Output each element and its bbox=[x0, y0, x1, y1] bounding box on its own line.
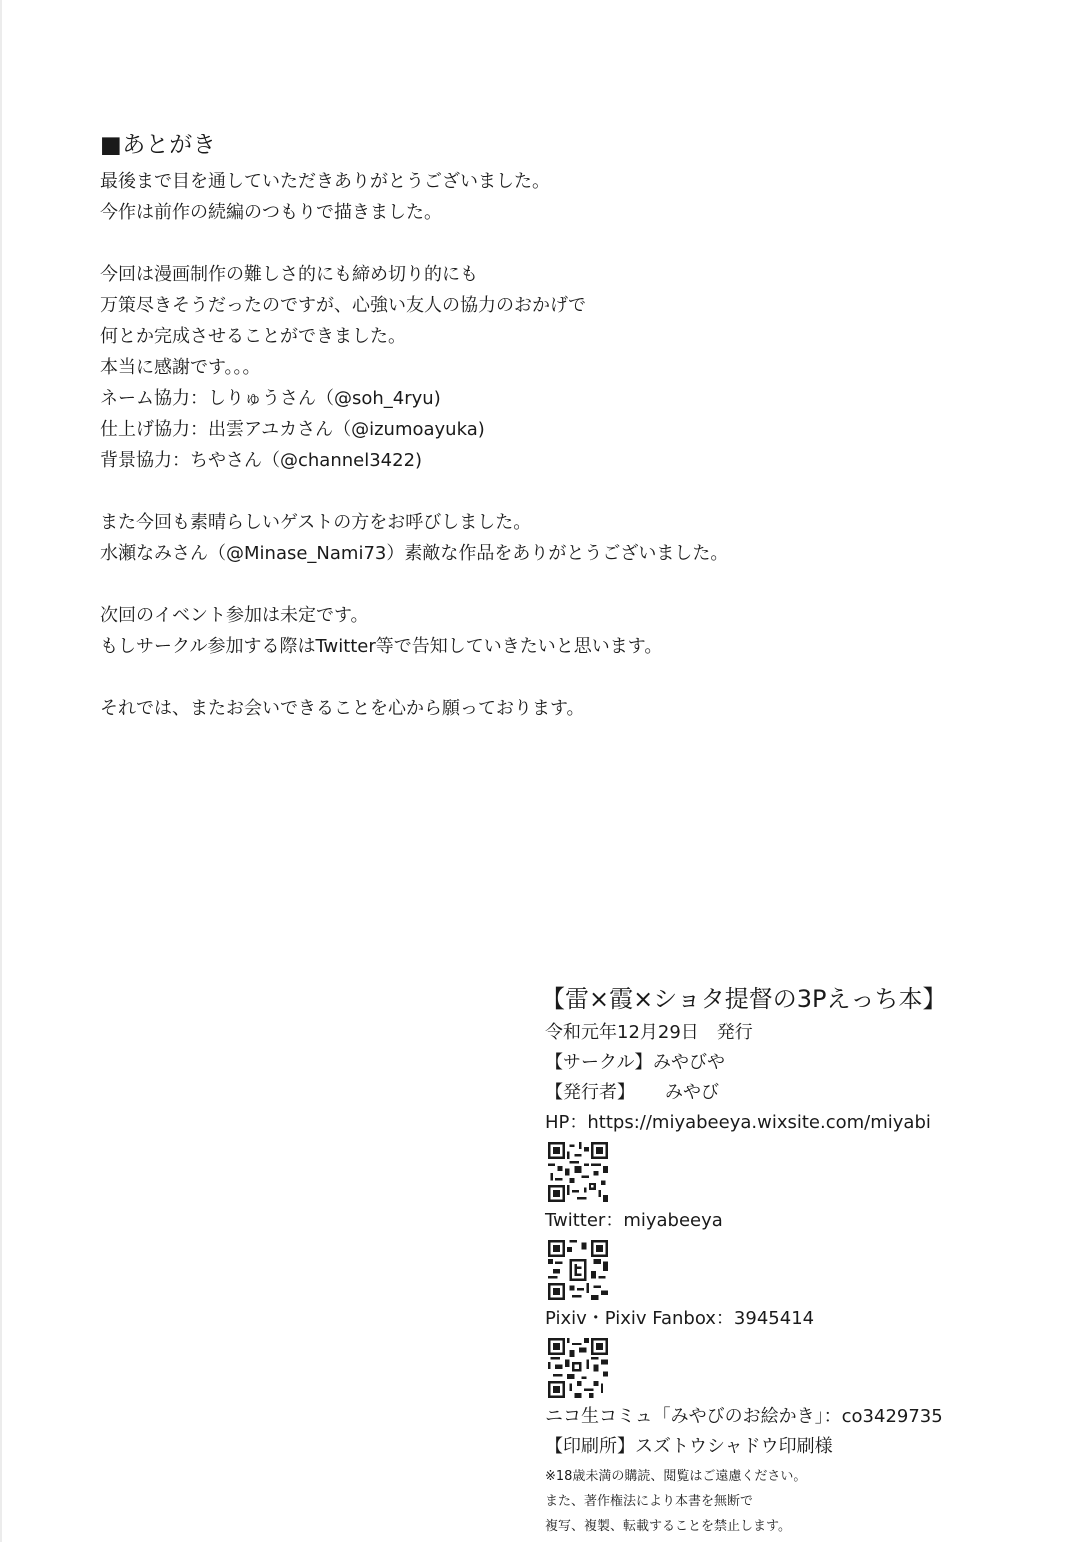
afterword-paragraph bbox=[100, 259, 880, 476]
afterword-line: 万策尽きそうだったのですが、心強い友人の協力のおかげで bbox=[100, 295, 586, 316]
book-title: 【雷×霞×ショタ提督の3Pえっち本】 bbox=[541, 985, 947, 1013]
afterword-line: 次回のイベント参加は未定です。 bbox=[100, 605, 369, 626]
afterword-paragraph bbox=[100, 600, 880, 662]
afterword-line: もしサークル参加する際はTwitter等で告知していきたいと思います。 bbox=[100, 636, 663, 657]
afterword-line: 本当に感謝です。。。 bbox=[100, 357, 261, 378]
credit-finish-line: 仕上げ協力：出雲アユカさん（@izumoayuka) bbox=[100, 419, 485, 440]
credit-background-line: 背景協力：ちやさん（@channel3422) bbox=[100, 450, 423, 471]
afterword-line: また今回も素晴らしいゲストの方をお呼びしました。 bbox=[100, 512, 532, 533]
afterword-paragraph bbox=[100, 507, 880, 569]
pixiv-qr-code[interactable] bbox=[547, 1338, 609, 1398]
afterword-paragraph bbox=[100, 166, 880, 228]
circle-label: 【サークル】 bbox=[545, 1052, 653, 1073]
afterword-paragraph bbox=[100, 693, 880, 724]
publisher-value: みやび bbox=[665, 1082, 719, 1103]
guest-credit-line: 水瀬なみさん（@Minase_Nami73）素敵な作品をありがとうございました。 bbox=[100, 543, 729, 564]
notice-line: また、著作権法により本書を無断で bbox=[545, 1494, 754, 1509]
circle-row bbox=[545, 1048, 1045, 1078]
afterword-line: 最後まで目を通していただきありがとうございました。 bbox=[100, 171, 550, 192]
publish-date: 令和元年12月29日 発行 bbox=[545, 1022, 753, 1043]
afterword-line: 今回は漫画制作の難しさ的にも締め切り的にも bbox=[100, 264, 478, 285]
legal-notice bbox=[545, 1464, 1045, 1539]
afterword-closing-line: それでは、またお会いできることを心から願っております。 bbox=[100, 698, 585, 719]
printer-line: 【印刷所】スズトウシャドウ印刷様 bbox=[545, 1436, 833, 1457]
afterword-section bbox=[100, 128, 880, 755]
notice-line: 複写、複製、転載することを禁止します。 bbox=[545, 1519, 791, 1534]
homepage-line: HP：https://miyabeeya.wixsite.com/miyabi bbox=[545, 1112, 931, 1133]
circle-value: みやびや bbox=[653, 1052, 725, 1073]
twitter-line: Twitter：miyabeeya bbox=[545, 1210, 723, 1231]
publisher-row bbox=[545, 1078, 1045, 1108]
pixiv-line: Pixiv・Pixiv Fanbox：3945414 bbox=[545, 1308, 815, 1329]
publisher-label: 【発行者】 bbox=[545, 1082, 635, 1103]
afterword-line: 何とか完成させることができました。 bbox=[100, 326, 406, 347]
homepage-qr-code[interactable] bbox=[547, 1142, 609, 1202]
colophon bbox=[541, 982, 1045, 1539]
notice-line: ※18歳未満の購読、閲覧はご遠慮ください。 bbox=[545, 1469, 807, 1484]
twitter-qr-code[interactable] bbox=[547, 1240, 609, 1300]
credit-name-line: ネーム協力：しりゅうさん（@soh_4ryu) bbox=[100, 388, 441, 409]
nico-community-line: ニコ生コミュ「みやびのお絵かき」：co3429735 bbox=[545, 1406, 943, 1427]
afterword-title: ■あとがき bbox=[100, 132, 217, 158]
afterword-line: 今作は前作の続編のつもりで描きました。 bbox=[100, 202, 442, 223]
